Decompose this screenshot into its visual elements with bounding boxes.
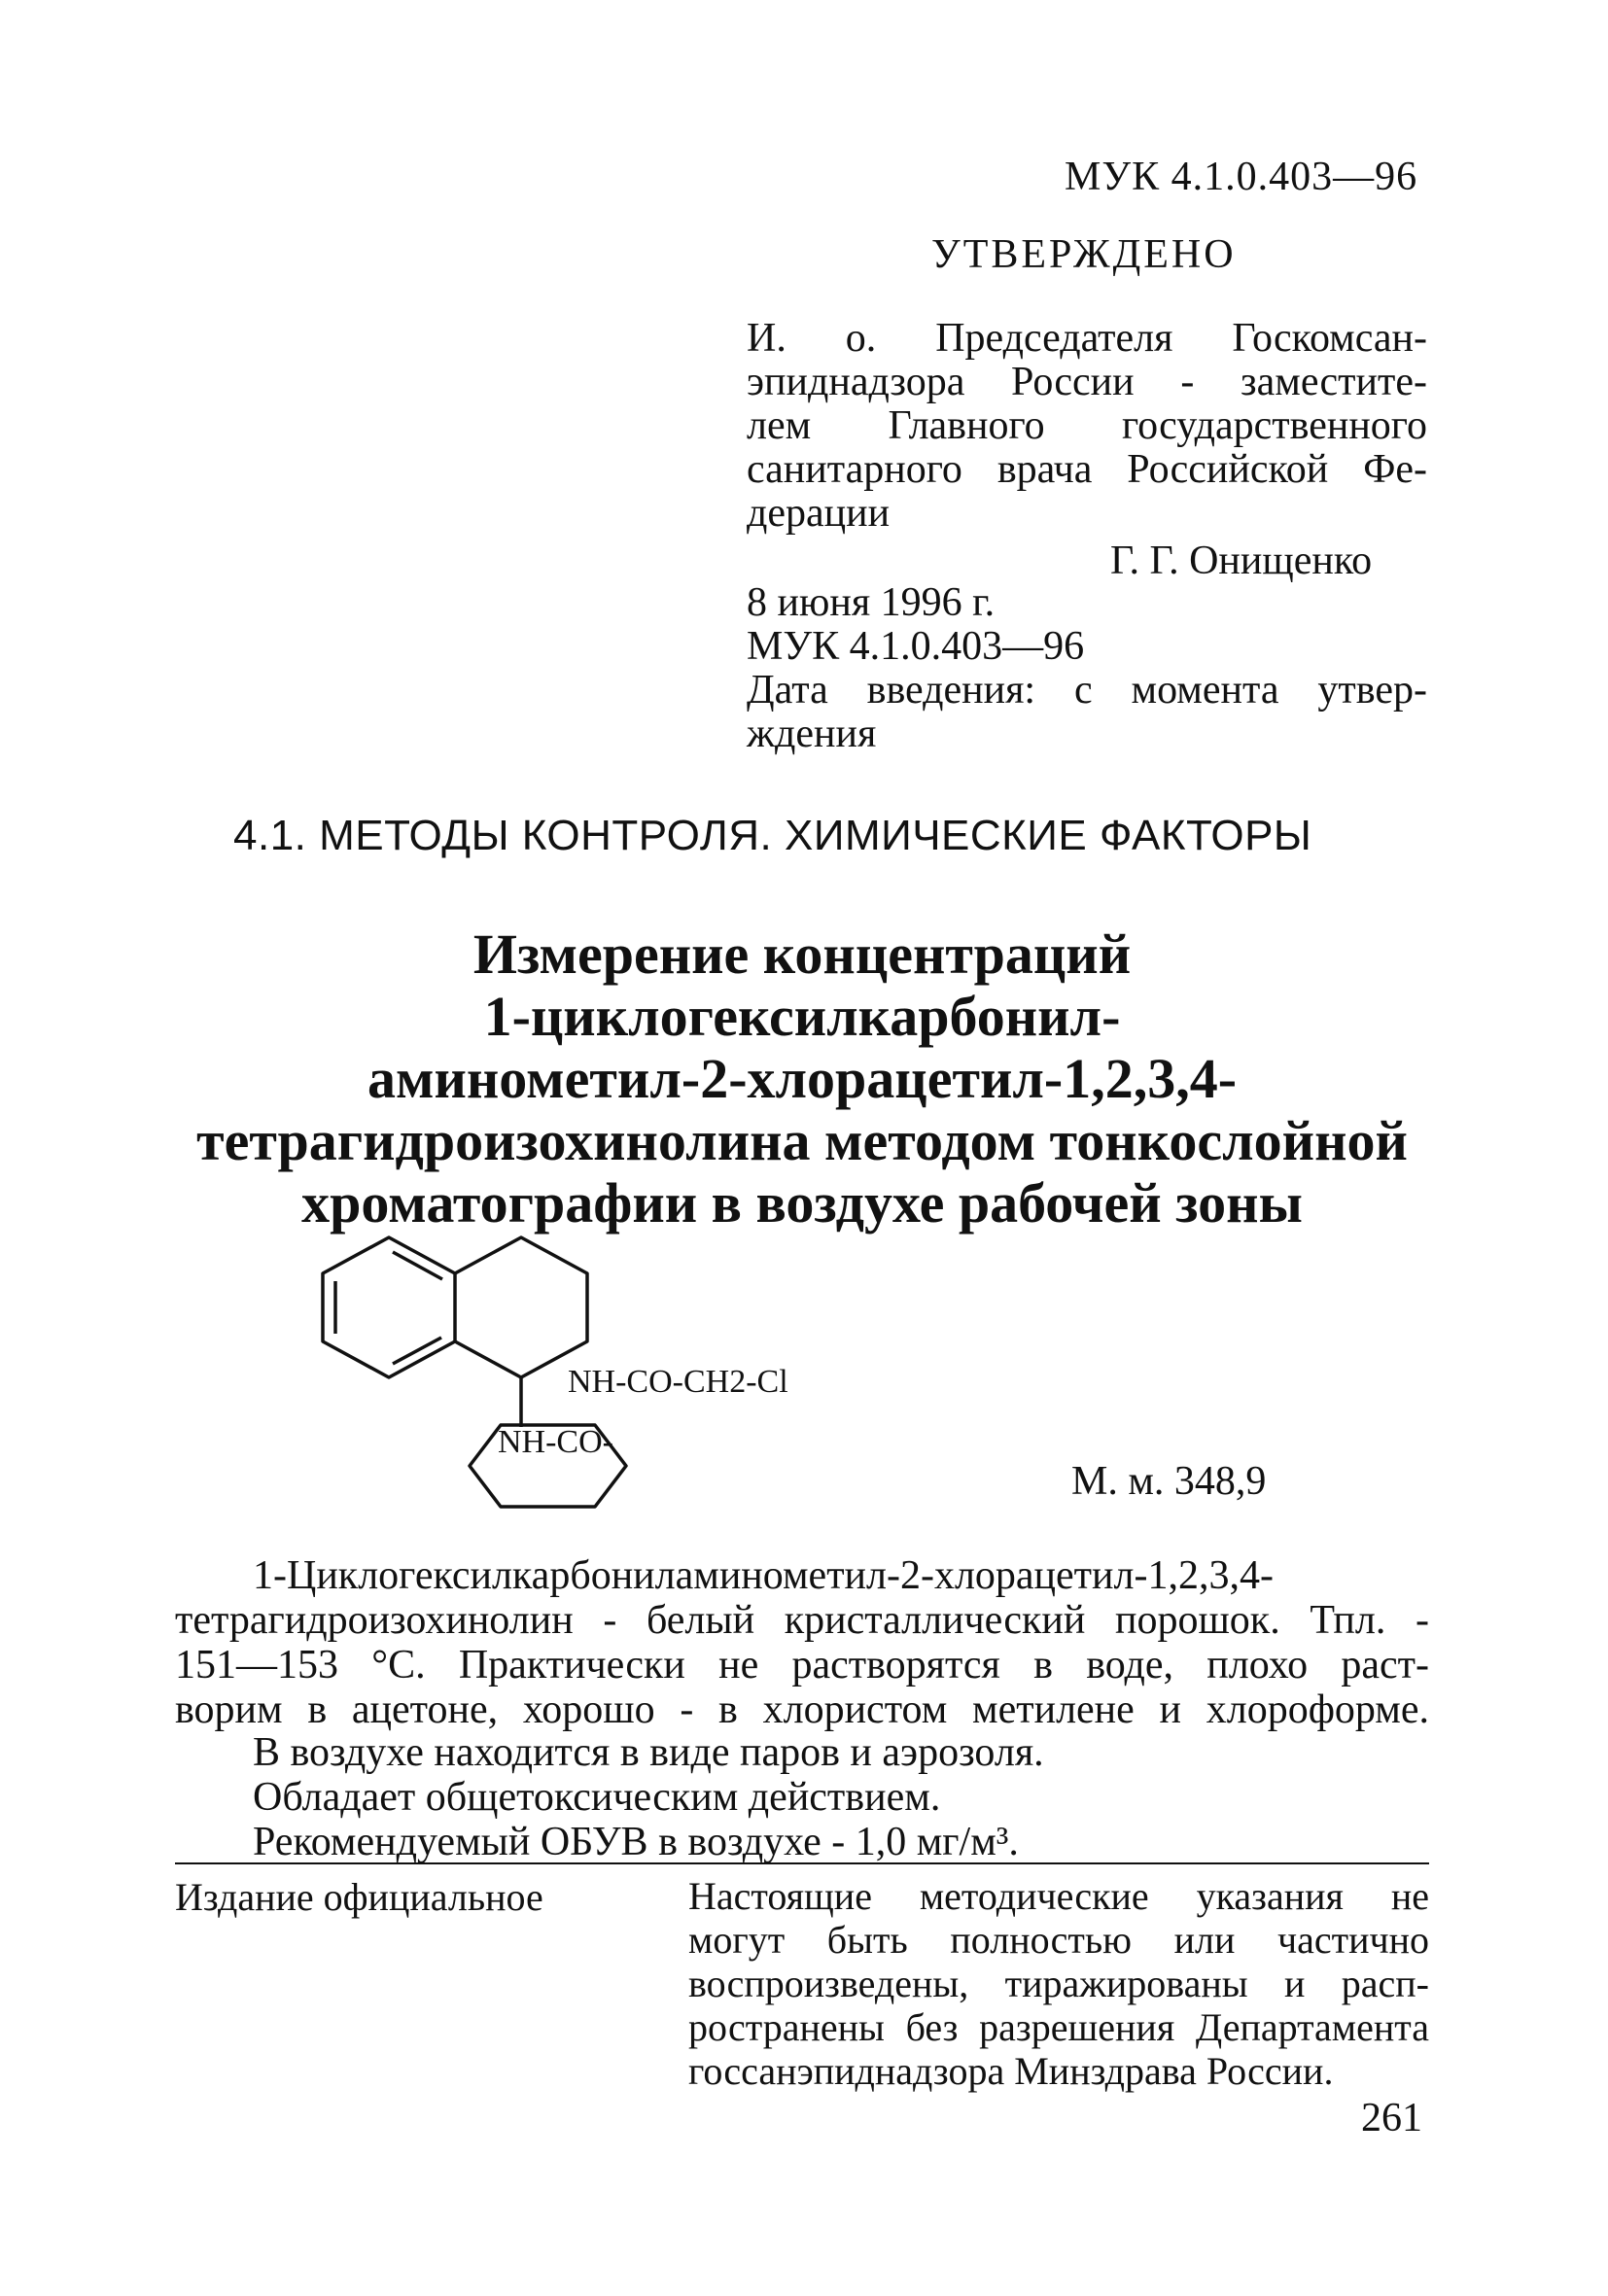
footer-divider [175,1862,1429,1864]
document-code-repeat: МУК 4.1.0.403—96 [747,624,1085,669]
copyright-notice [688,1874,1429,2093]
document-code: МУК 4.1.0.403—96 [1065,155,1418,199]
property-line: В воздухе находится в виде паров и аэрозоля. [253,1730,1044,1775]
double-bond [393,1252,442,1279]
approval-date: 8 июня 1996 г. [747,580,996,625]
approval-meta [747,581,1427,756]
approval-line: И. о. Председателя Госкомсан- [747,316,1427,361]
title-line: аминометил-2-хлорацетил-1,2,3,4- [367,1047,1238,1110]
notice-line: ространены без разрешения Департамента [688,2005,1429,2049]
properties-list [253,1730,1044,1864]
signer-name: Г. Г. Онищенко [1110,539,1373,583]
approval-line: санитарного врача Российской Фе- [747,447,1427,492]
nh-co-label: NH-CO- [498,1424,613,1460]
heterocycle-ring [455,1237,587,1377]
approval-line: эпиднадзора России - заместите- [747,360,1427,404]
approval-block [747,317,1427,536]
property-line: Обладает общетоксическим действием. [253,1775,941,1820]
structural-formula [311,1235,856,1516]
description-line: 1-Циклогексилкарбониламинометил-2-хлорацетил-1,2,3,4- [253,1553,1274,1598]
description-line: ворим в ацетоне, хорошо - в хлористом метилене и хлороформе. [175,1687,1429,1732]
notice-line: госсанэпиднадзора Минздрава России. [688,2049,1334,2093]
molar-mass: М. м. 348,9 [1071,1459,1267,1504]
title-line: 1-циклогексилкарбонил- [483,985,1121,1048]
title-line: хроматографии в воздухе рабочей зоны [301,1171,1303,1235]
effective-date-line: ждения [747,712,877,756]
title-line: Измерение концентраций [472,922,1132,986]
effective-date-line: Дата введения: с момента утвер- [747,668,1427,713]
edition-label: Издание официальное [175,1875,543,1919]
notice-line: воспроизведены, тиражированы и расп- [688,1962,1429,2005]
description-paragraph [175,1553,1429,1732]
approval-line: лем Главного государственного [747,403,1427,448]
benzene-ring [323,1237,455,1377]
notice-line: могут быть полностью или частично [688,1918,1429,1962]
property-line: Рекомендуемый ОБУВ в воздухе - 1,0 мг/м³. [253,1820,1019,1864]
description-line: 151—153 °С. Практически не растворятся в воде, плохо раст- [175,1643,1429,1687]
title-line: тетрагидроизохинолина методом тонкослойной [196,1109,1408,1172]
approval-line: дерации [747,491,891,536]
nh-chain-label: NH-CO-CH2-Cl [568,1364,788,1400]
double-bond [393,1338,441,1364]
approved-heading: УТВЕРЖДЕНО [931,232,1237,277]
section-title: 4.1. МЕТОДЫ КОНТРОЛЯ. ХИМИЧЕСКИЕ ФАКТОРЫ [233,812,1312,859]
notice-line: Настоящие методические указания не [688,1874,1429,1918]
page-number: 261 [1361,2096,1422,2140]
description-line: тетрагидроизохинолин - белый кристаллический порошок. Тпл. - [175,1598,1429,1643]
page-title [165,923,1439,1235]
